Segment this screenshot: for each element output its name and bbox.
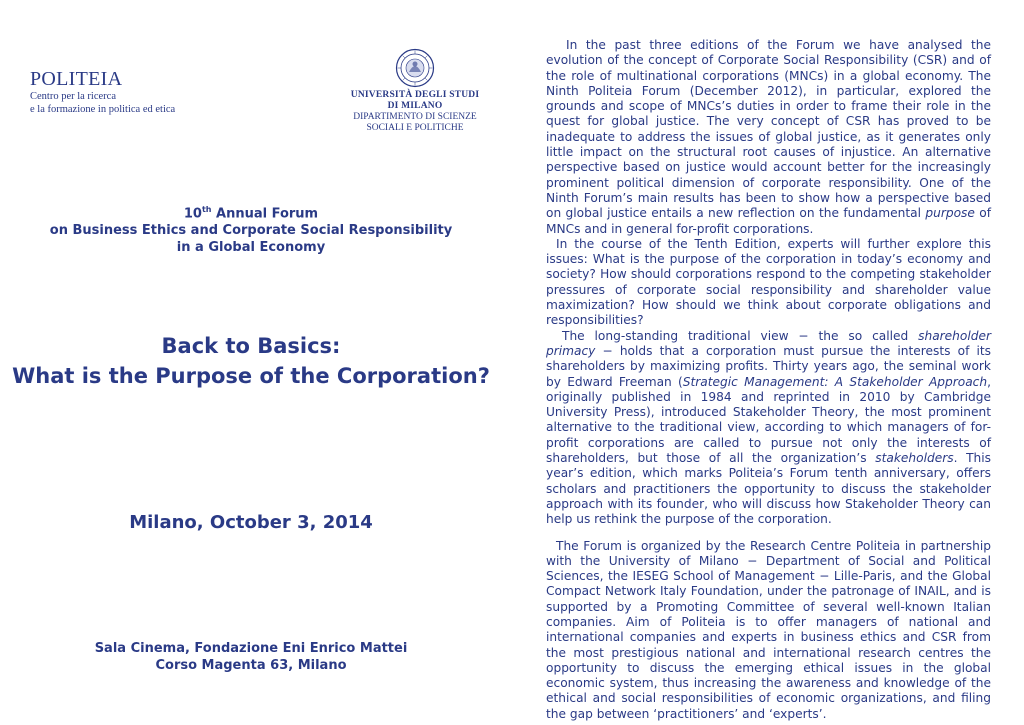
university-seal-icon — [395, 48, 435, 88]
forum-line-1 — [0, 201, 502, 222]
paragraph-1-text-a: In the past three editions of the Forum we have analysed the evolution of the concept of Corporate Social Responsibility (CSR) and of the role of multinational corporations (MNCs) in a global economy. The Ninth Politeia Forum (December 2012), in particular, explored the grounds and scope of MNCs’s duties in order to frame their role in the quest for global justice. The very concept of CSR has proved to be inadequate to address the issues of global justice, as it generates only little impact on the structural root causes of injustice. An alternative perspective based on justice would account better for the increasingly prominent political dimension of corporate responsibility. One of the Ninth Forum’s main results has been to show how a perspective based on global justice entails a new reflection on the fundamental — [546, 38, 991, 221]
department-name-1: DIPARTIMENTO DI SCIENZE — [353, 112, 477, 122]
venue-line-1: Sala Cinema, Fondazione Eni Enrico Mattei — [94, 641, 408, 656]
paragraph-gap — [546, 528, 991, 539]
paragraph-2: In the course of the Tenth Edition, experts will further explore this issues: What is the purpose of the corporation in today’s economy and society? How should corporations respond to the competing stakeholder pressures of corporate social responsibility and shareholder value maximization? How should we think about corporate obligations and responsibilities? — [546, 236, 991, 328]
event-title-line-1: Back to Basics: — [161, 334, 341, 358]
university-name-1: UNIVERSITÀ DEGLI STUDI — [350, 90, 480, 100]
forum-number: 10 — [183, 206, 202, 222]
politeia-subtitle-2: e la formazione in politica ed etica — [30, 104, 176, 115]
paragraph-3-emphasis-2: Strategic Management: A Stakeholder Approach — [682, 374, 988, 389]
forum-line-1-text: Annual Forum — [211, 206, 319, 222]
event-venue — [0, 640, 502, 674]
description-panel — [546, 38, 991, 722]
forum-heading — [0, 201, 502, 256]
politeia-logo — [30, 68, 175, 116]
paragraph-3-emphasis-1: shareholder primacy — [546, 328, 991, 358]
paragraph-1-text-b: of MNCs and in general for-profit corporations. — [546, 206, 992, 236]
university-name-2: DI MILANO — [387, 101, 443, 111]
forum-line-3: in a Global Economy — [176, 240, 326, 256]
politeia-subtitle-1: Centro per la ricerca — [30, 91, 116, 102]
university-logo — [345, 48, 485, 134]
paragraph-1 — [546, 38, 991, 237]
paragraph-3-text-b: − holds that a corporation must pursue the interests of its shareholders by maximizing profits. Thirty years ago, the seminal work by Edward Freeman ( — [546, 343, 991, 389]
event-title-line-2: What is the Purpose of the Corporation? — [12, 364, 490, 388]
forum-ordinal-suffix: th — [201, 205, 212, 214]
event-title — [0, 331, 502, 391]
event-date: Milano, October 3, 2014 — [129, 512, 373, 533]
department-name-2: SOCIALI E POLITICHE — [366, 123, 464, 133]
forum-line-2: on Business Ethics and Corporate Social Responsibility — [49, 223, 453, 239]
paragraph-3 — [546, 329, 991, 528]
paragraph-4: The Forum is organized by the Research Centre Politeia in partnership with the University of Milano − Department of Social and Political Sciences, the IESEG School of Management − Lille-Paris, and the Global Compact Network Italy Foundation, under the patronage of INAIL, and is supported by a Promoting Committee of several well-known Italian companies. Aim of Politeia is to offer managers of national and international companies and experts in business ethics and CSR from the most prestigious national and international research centres the opportunity to discuss the emerging ethical issues in the global economic system, thus increasing the awareness and knowledge of the ethical and social responsibilities of economic organizations, and filing the gap between ‘practitioners’ and ‘experts’. — [546, 538, 991, 721]
paragraph-3-text-a: The long-standing traditional view − the so called — [562, 328, 919, 343]
paragraph-1-emphasis: purpose — [925, 206, 975, 221]
paragraph-3-text-d: . This year’s edition, which marks Politeia’s Forum tenth anniversary, offers scholars and practitioners the opportunity to discuss the stakeholder approach with its founder, who will discuss how Stakeholder Theory can help us rethink the purpose of the corporation. — [546, 451, 992, 527]
politeia-name: POLITEIA — [30, 68, 123, 90]
paragraph-3-text-c: , originally published in 1984 and reprinted in 2010 by Cambridge University Press), introduced Stakeholder Theory, the most prominent alternative to the traditional view, according to which managers of for-profit corporations are called to pursue not only the interests of shareholders, but those of all the organization’s — [546, 374, 991, 466]
venue-line-2: Corso Magenta 63, Milano — [155, 658, 347, 673]
paragraph-3-emphasis-3: stakeholders — [875, 451, 954, 466]
